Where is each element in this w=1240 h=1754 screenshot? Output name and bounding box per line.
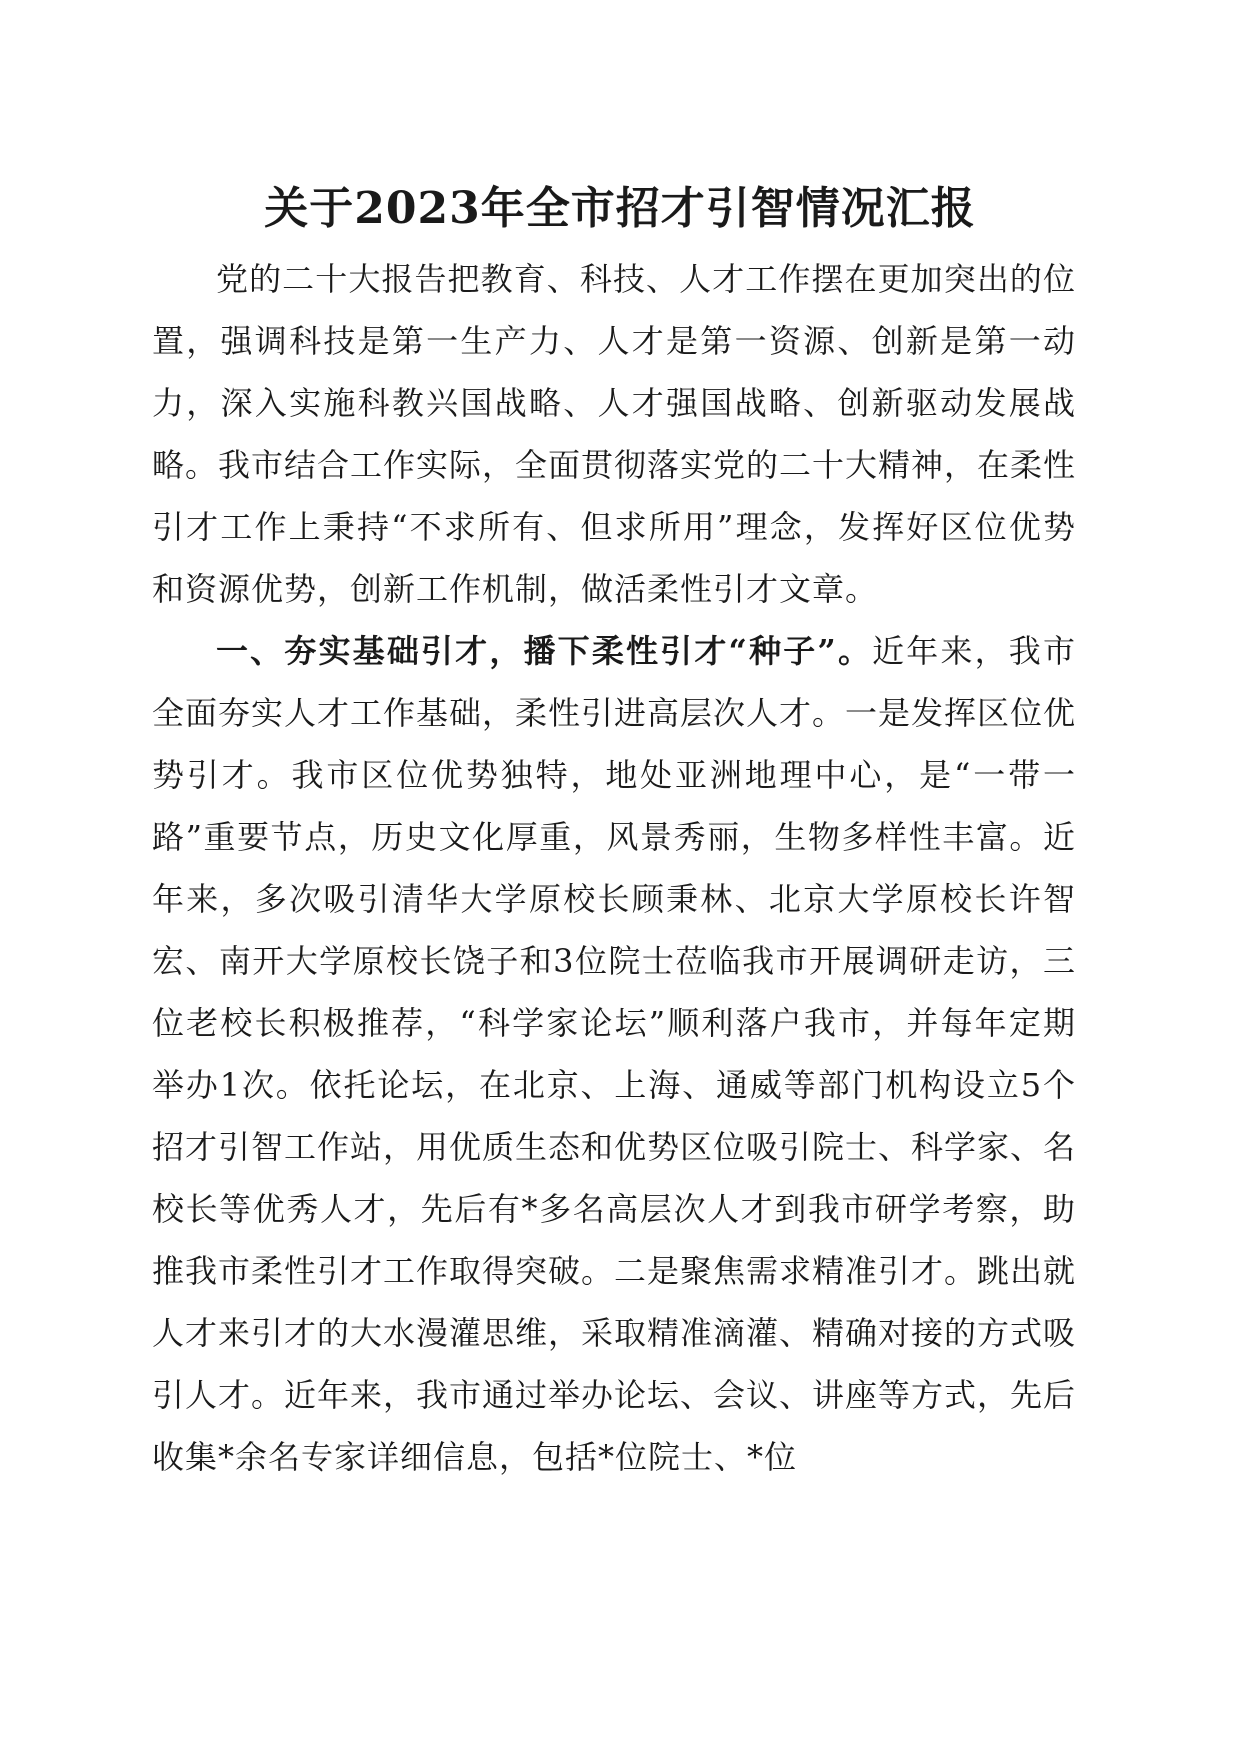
intro-paragraph: 党的二十大报告把教育、科技、人才工作摆在更加突出的位置，强调科技是第一生产力、人才是第一资源、创新是第一动力，深入实施科教兴国战略、人才强国战略、创新驱动发展战略。我市结合工作实际，全面贯彻落实党的二十大精神，在柔性引才工作上秉持“不求所有、但求所用”理念，发挥好区位优势和资源优势，创新工作机制，做活柔性引才文章。 — [152, 260, 1077, 608]
document-body — [152, 248, 1076, 1488]
section-1-body: 近年来，我市全面夯实人才工作基础，柔性引进高层次人才。一是发挥区位优势引才。我市区位优势独特，地处亚洲地理中心，是“一带一路”重要节点，历史文化厚重，风景秀丽，生物多样性丰富。近年来，多次吸引清华大学原校长顾秉林、北京大学原校长许智宏、南开大学原校长饶子和3位院士莅临我市开展调研走访，三位老校长积极推荐，“科学家论坛”顺利落户我市，并每年定期举办1次。依托论坛，在北京、上海、通威等部门机构设立5个招才引智工作站，用优质生态和优势区位吸引院士、科学家、名校长等优秀人才，先后有*多名高层次人才到我市研学考察，助推我市柔性引才工作取得突破。二是聚焦需求精准引才。跳出就人才来引才的大水漫灌思维，采取精准滴灌、精确对接的方式吸引人才。近年来，我市通过举办论坛、会议、讲座等方式，先后收集*余名专家详细信息，包括*位院士、*位 — [152, 632, 1077, 1476]
document-title: 关于2023年全市招才引智情况汇报 — [264, 183, 976, 234]
section-1-heading: 一、夯实基础引才，播下柔性引才“种子”。 — [216, 632, 873, 670]
section-1-paragraph — [152, 620, 1076, 1488]
